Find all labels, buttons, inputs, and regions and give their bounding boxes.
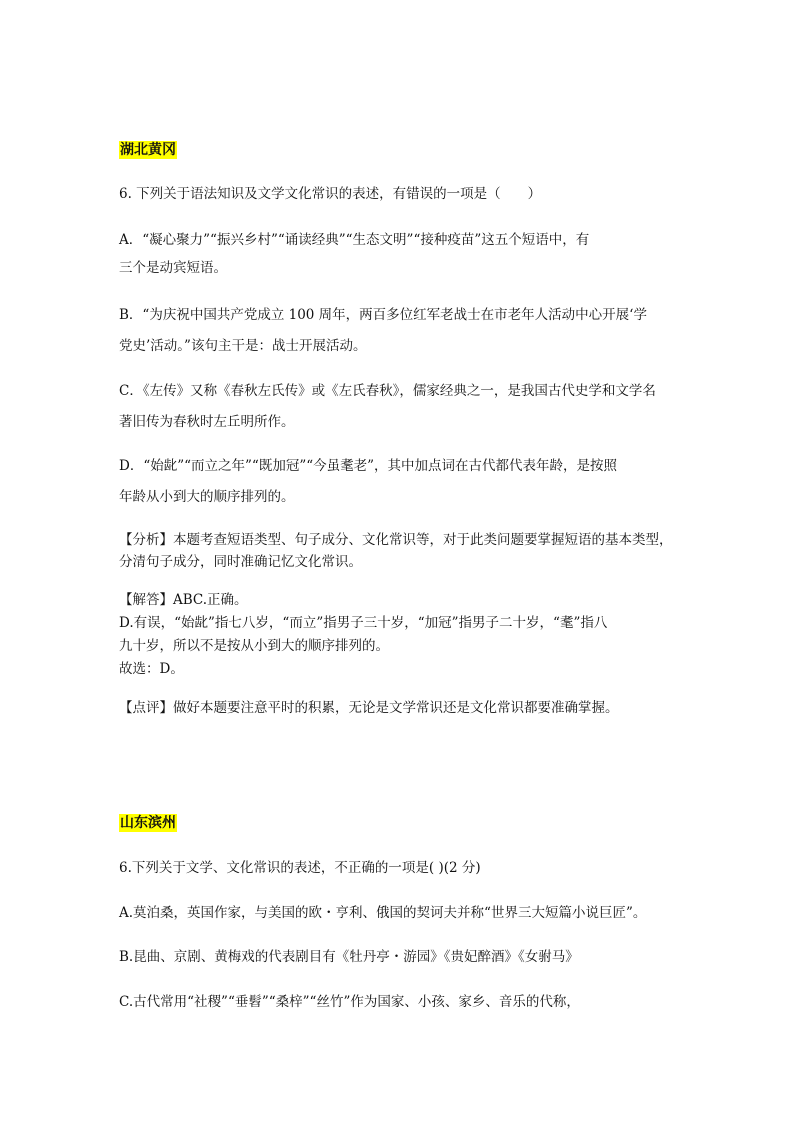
option-d-line-2: 年龄从小到大的顺序排列的。 [119, 489, 295, 505]
option-a-line-1: A．“凝心聚力”“振兴乡村”“诵读经典”“生态文明”“接种疫苗”这五个短语中，有 [119, 232, 590, 248]
option-c-line-1: C．《左传》又称《春秋左氏传》或《左氏春秋》，儒家经典之一，是我国古代史学和文学名 [119, 383, 656, 399]
answer-line-4: 故选：D。 [119, 661, 184, 677]
region-tag-shandong: 山东滨州 [120, 815, 176, 831]
option-a-line-2: 三个是动宾短语。 [119, 260, 227, 276]
answer-line-3: 九十岁，所以不是按从小到大的顺序排列的。 [119, 638, 389, 654]
option-b-line-1: B．“为庆祝中国共产党成立 100 周年，两百多位红军老战士在市老年人活动中心开展‘学 [119, 307, 647, 323]
answer-line-2: D.有误，“始龀”指七八岁，“而立”指男子三十岁，“加冠”指男子二十岁，“耄”指八 [119, 615, 608, 631]
analysis-line-1: 【分析】本题考查短语类型、句子成分、文化常识等，对于此类问题要掌握短语的基本类型， [119, 532, 673, 548]
analysis-line-2: 分清句子成分，同时准确记忆文化常识。 [119, 554, 362, 570]
comment-line: 【点评】做好本题要注意平时的积累，无论是文学常识还是文化常识都要准确掌握。 [119, 700, 619, 716]
answer-line-1: 【解答】ABC.正确。 [119, 592, 248, 608]
option-c-line-2: 著旧传为春秋时左丘明所作。 [119, 414, 295, 430]
option-d-line-1: D．“始龀”“而立之年”“既加冠”“今虽耄老”，其中加点词在古代都代表年龄，是按照 [119, 458, 618, 474]
option-a-2: A.莫泊桑，英国作家，与美国的欧・亨利、俄国的契诃夫并称“世界三大短篇小说巨匠”。 [119, 905, 647, 921]
question-stem: 6. 下列关于语法知识及文学文化常识的表述，有错误的一项是（ ） [119, 186, 542, 202]
region-tag-hubei: 湖北黄冈 [120, 142, 176, 158]
option-b-2: B.昆曲、京剧、黄梅戏的代表剧目有《牡丹亭・游园》《贵妃醉酒》《女驸马》 [119, 949, 579, 965]
option-c-2: C.古代常用“社稷”“垂髫”“桑梓”“丝竹”作为国家、小孩、家乡、音乐的代称， [119, 994, 580, 1010]
question-stem-2: 6.下列关于文学、文化常识的表述，不正确的一项是( )(2 分) [119, 860, 481, 876]
option-b-line-2: 党史’活动。”该句主干是：战士开展活动。 [119, 338, 367, 354]
